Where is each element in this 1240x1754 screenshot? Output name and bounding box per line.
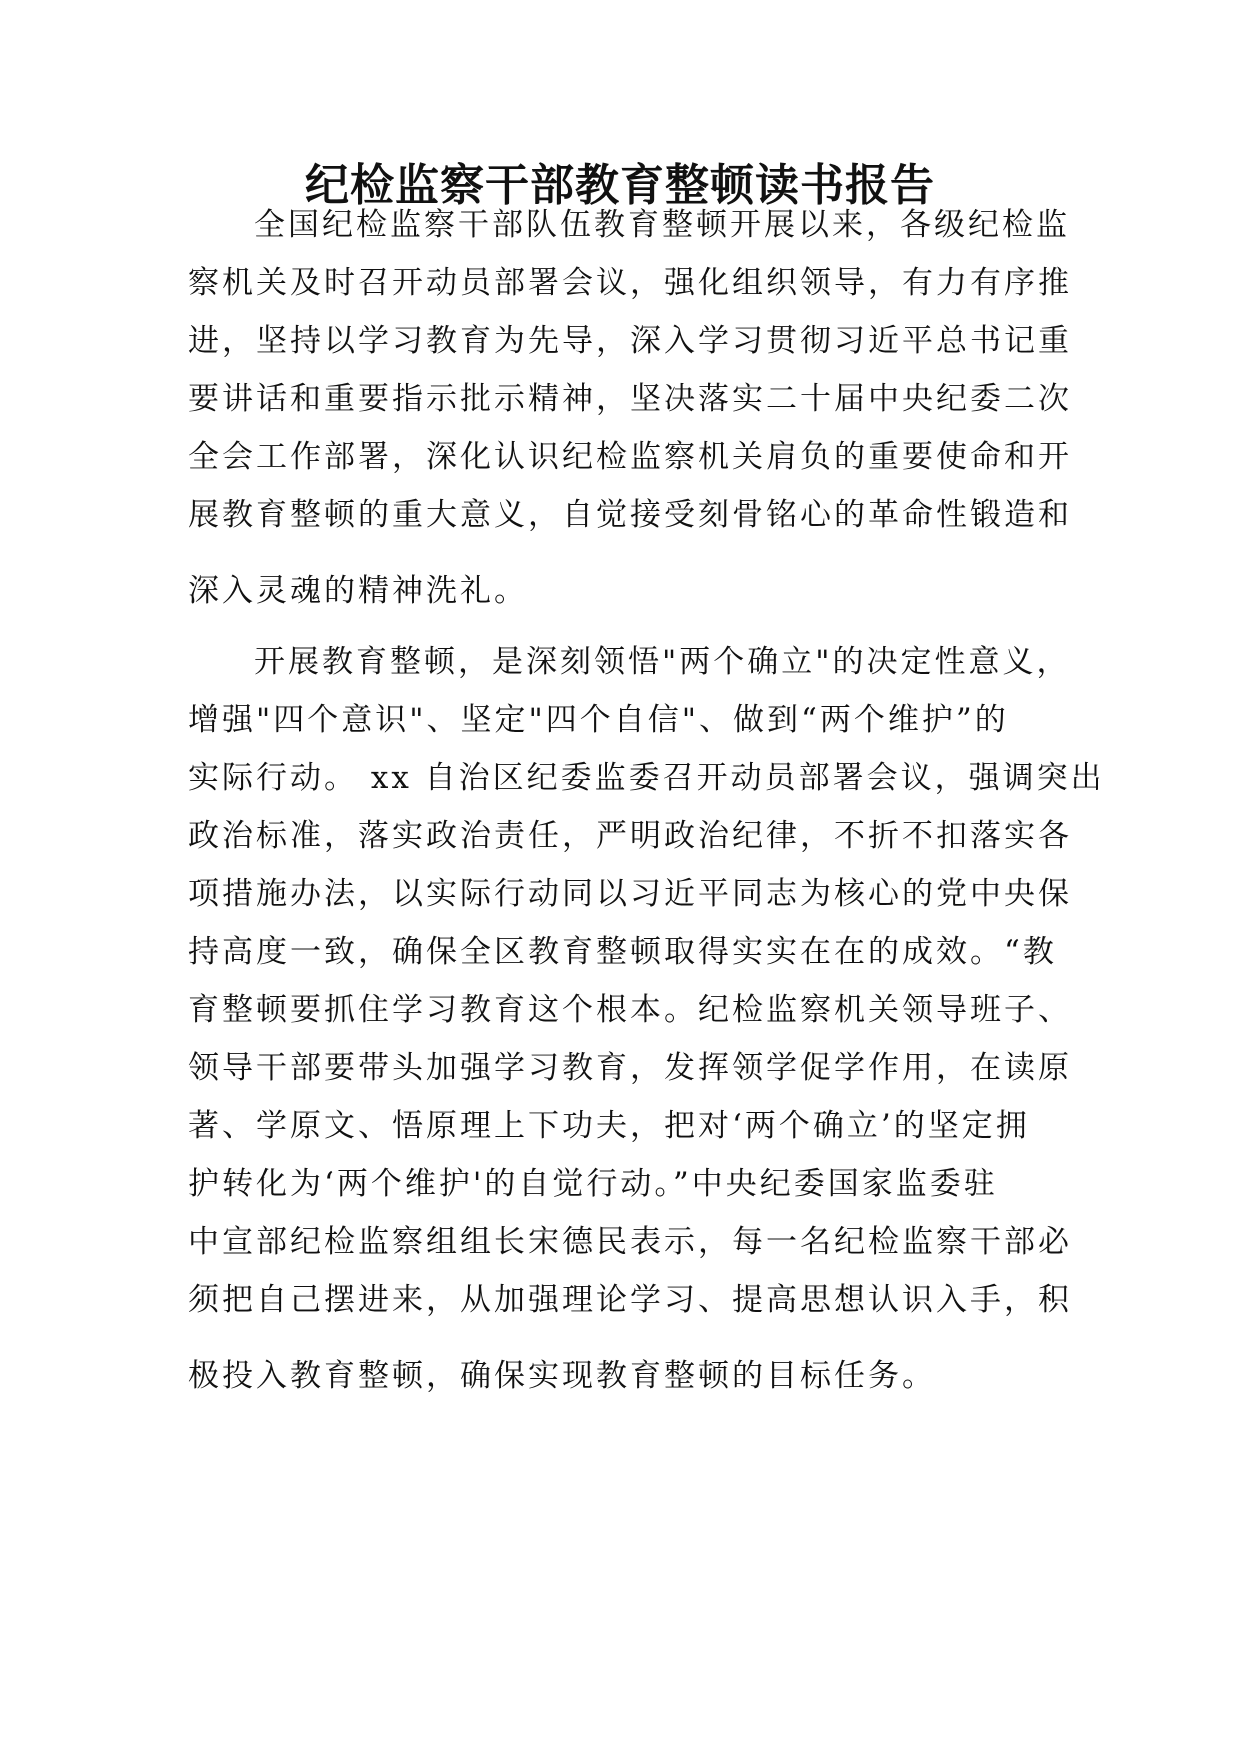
paragraph-line: 中宣部纪检监察组组长宋德民表示，每一名纪检监察干部必 [188, 1224, 1072, 1260]
paragraph-line: 开展教育整顿，是深刻领悟"两个确立"的决定性意义， [254, 644, 1071, 680]
paragraph-line: 要讲话和重要指示批示精神，坚决落实二十届中央纪委二次 [188, 381, 1072, 417]
paragraph-line: 展教育整顿的重大意义，自觉接受刻骨铭心的革命性锻造和 [188, 497, 1072, 533]
paragraph-line: 深入灵魂的精神洗礼。 [188, 573, 528, 609]
paragraph-1 [188, 196, 1072, 620]
paragraph-line: 须把自己摆进来，从加强理论学习、提高思想认识入手，积 [188, 1282, 1072, 1318]
paragraph-2 [188, 633, 1105, 1405]
paragraph-line: 著、学原文、悟原理上下功夫，把对‘两个确立’的坚定拥 [188, 1108, 1030, 1144]
paragraph-line: 育整顿要抓住学习教育这个根本。纪检监察机关领导班子、 [188, 992, 1072, 1028]
paragraph-line: 护转化为‘两个维护'的自觉行动。”中央纪委国家监委驻 [188, 1166, 998, 1202]
document-title: 纪检监察干部教育整顿读书报告 [305, 160, 935, 211]
paragraph-line: 察机关及时召开动员部署会议，强化组织领导，有力有序推 [188, 265, 1072, 301]
paragraph-line: 持高度一致，确保全区教育整顿取得实实在在的成效。“教 [188, 934, 1057, 970]
paragraph-line: 全国纪检监察干部队伍教育整顿开展以来，各级纪检监 [254, 207, 1070, 243]
paragraph-line: 政治标准，落实政治责任，严明政治纪律，不折不扣落实各 [188, 818, 1072, 854]
paragraph-line: 全会工作部署，深化认识纪检监察机关肩负的重要使命和开 [188, 439, 1072, 475]
paragraph-line: 项措施办法，以实际行动同以习近平同志为核心的党中央保 [188, 876, 1072, 912]
paragraph-line: 增强"四个意识"、坚定"四个自信"、做到“两个维护”的 [188, 702, 1009, 738]
paragraph-line: 进，坚持以学习教育为先导，深入学习贯彻习近平总书记重 [188, 323, 1072, 359]
paragraph-line: 实际行动。 xx 自治区纪委监委召开动员部署会议，强调突出 [188, 760, 1105, 796]
paragraph-line: 领导干部要带头加强学习教育，发挥领学促学作用，在读原 [188, 1050, 1072, 1086]
paragraph-line: 极投入教育整顿，确保实现教育整顿的目标任务。 [188, 1358, 936, 1394]
